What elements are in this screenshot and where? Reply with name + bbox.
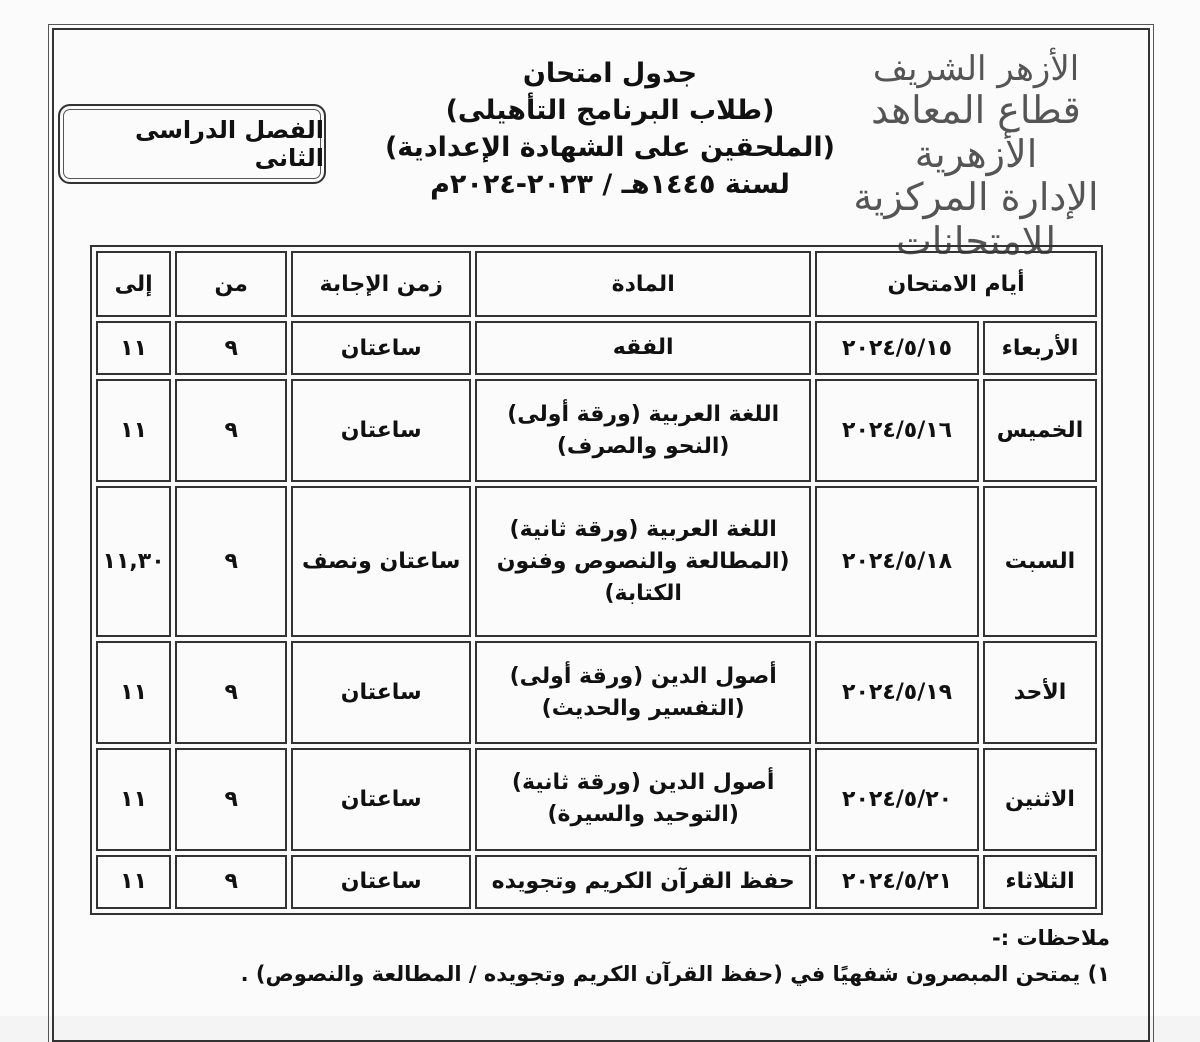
subject-line-2: (التوحيد والسيرة) (547, 802, 739, 828)
cell-subject (475, 321, 811, 375)
cell-subject (475, 379, 811, 482)
logo-line-1: الأزهر الشريف (872, 49, 1080, 89)
header-from: من (175, 251, 287, 317)
cell-subject (475, 486, 811, 637)
cell-to: ١١ (96, 379, 171, 482)
title-line-4: لسنة ١٤٤٥هـ / ٢٠٢٣-٢٠٢٤م (430, 169, 790, 200)
cell-date: ٢٠٢٤/٥/٢٠ (815, 748, 979, 851)
subject-line-1: اللغة العربية (ورقة ثانية) (509, 516, 777, 542)
table-row (96, 486, 1097, 637)
subject-line-1: أصول الدين (ورقة أولى) (509, 663, 777, 689)
cell-duration: ساعتان (291, 641, 471, 744)
cell-day: الأحد (983, 641, 1097, 744)
table-row (96, 379, 1097, 482)
cell-day: السبت (983, 486, 1097, 637)
note-item: ١) يمتحن المبصرون شفهيًا في (حفظ القرآن الكريم وتجويده / المطالعة والنصوص) . (240, 962, 1110, 986)
cell-to: ١١ (96, 855, 171, 909)
cell-from: ٩ (175, 748, 287, 851)
logo-line-2: قطاع المعاهد الأزهرية (871, 88, 1081, 176)
document-title (360, 56, 860, 204)
cell-date: ٢٠٢٤/٥/١٩ (815, 641, 979, 744)
title-line-1: جدول امتحان (522, 58, 698, 89)
cell-subject (475, 855, 811, 909)
subject-line-1: أصول الدين (ورقة ثانية) (511, 770, 775, 796)
term-label: الفصل الدراسى الثانى (135, 116, 324, 172)
subject-line-1: اللغة العربية (ورقة أولى) (507, 401, 780, 427)
subject-line-2: (النحو والصرف) (556, 433, 730, 459)
cell-from: ٩ (175, 321, 287, 375)
subject-line-2: (التفسير والحديث) (541, 695, 745, 721)
cell-to: ١١ (96, 748, 171, 851)
cell-from: ٩ (175, 855, 287, 909)
cell-duration: ساعتان ونصف (291, 486, 471, 637)
cell-subject (475, 748, 811, 851)
cell-to: ١١ (96, 321, 171, 375)
title-line-2: (طلاب البرنامج التأهيلى) (445, 95, 775, 126)
cell-date: ٢٠٢٤/٥/٢١ (815, 855, 979, 909)
cell-duration: ساعتان (291, 321, 471, 375)
cell-duration: ساعتان (291, 855, 471, 909)
cell-to: ١١,٣٠ (96, 486, 171, 637)
title-line-3: (الملحقين على الشهادة الإعدادية) (384, 132, 836, 163)
subject-line-1: الفقه (612, 335, 674, 361)
cell-date: ٢٠٢٤/٥/١٥ (815, 321, 979, 375)
cell-from: ٩ (175, 486, 287, 637)
header-subject: المادة (475, 251, 811, 317)
cell-day: الخميس (983, 379, 1097, 482)
cell-day: الأربعاء (983, 321, 1097, 375)
cell-duration: ساعتان (291, 748, 471, 851)
notes-section (70, 926, 1110, 986)
table-row (96, 321, 1097, 375)
table-row (96, 855, 1097, 909)
notes-title: ملاحظات :- (992, 926, 1110, 950)
logo-line-3: الإدارة المركزية للامتحانات (853, 175, 1099, 264)
header-duration: زمن الإجابة (291, 251, 471, 317)
term-label-box (58, 104, 326, 184)
cell-duration: ساعتان (291, 379, 471, 482)
header-to: إلى (96, 251, 171, 317)
cell-day: الاثنين (983, 748, 1097, 851)
table-row (96, 748, 1097, 851)
header-days: أيام الامتحان (815, 251, 1097, 317)
exam-schedule-table (90, 245, 1103, 915)
table-header-row (96, 251, 1097, 317)
cell-date: ٢٠٢٤/٥/١٨ (815, 486, 979, 637)
cell-day: الثلاثاء (983, 855, 1097, 909)
cell-to: ١١ (96, 641, 171, 744)
azhar-header-logo (826, 50, 1126, 264)
table-row (96, 641, 1097, 744)
subject-line-2: (المطالعة والنصوص وفنون الكتابة) (496, 548, 790, 606)
cell-from: ٩ (175, 379, 287, 482)
cell-from: ٩ (175, 641, 287, 744)
subject-line-1: حفظ القرآن الكريم وتجويده (491, 868, 795, 894)
cell-date: ٢٠٢٤/٥/١٦ (815, 379, 979, 482)
cell-subject (475, 641, 811, 744)
